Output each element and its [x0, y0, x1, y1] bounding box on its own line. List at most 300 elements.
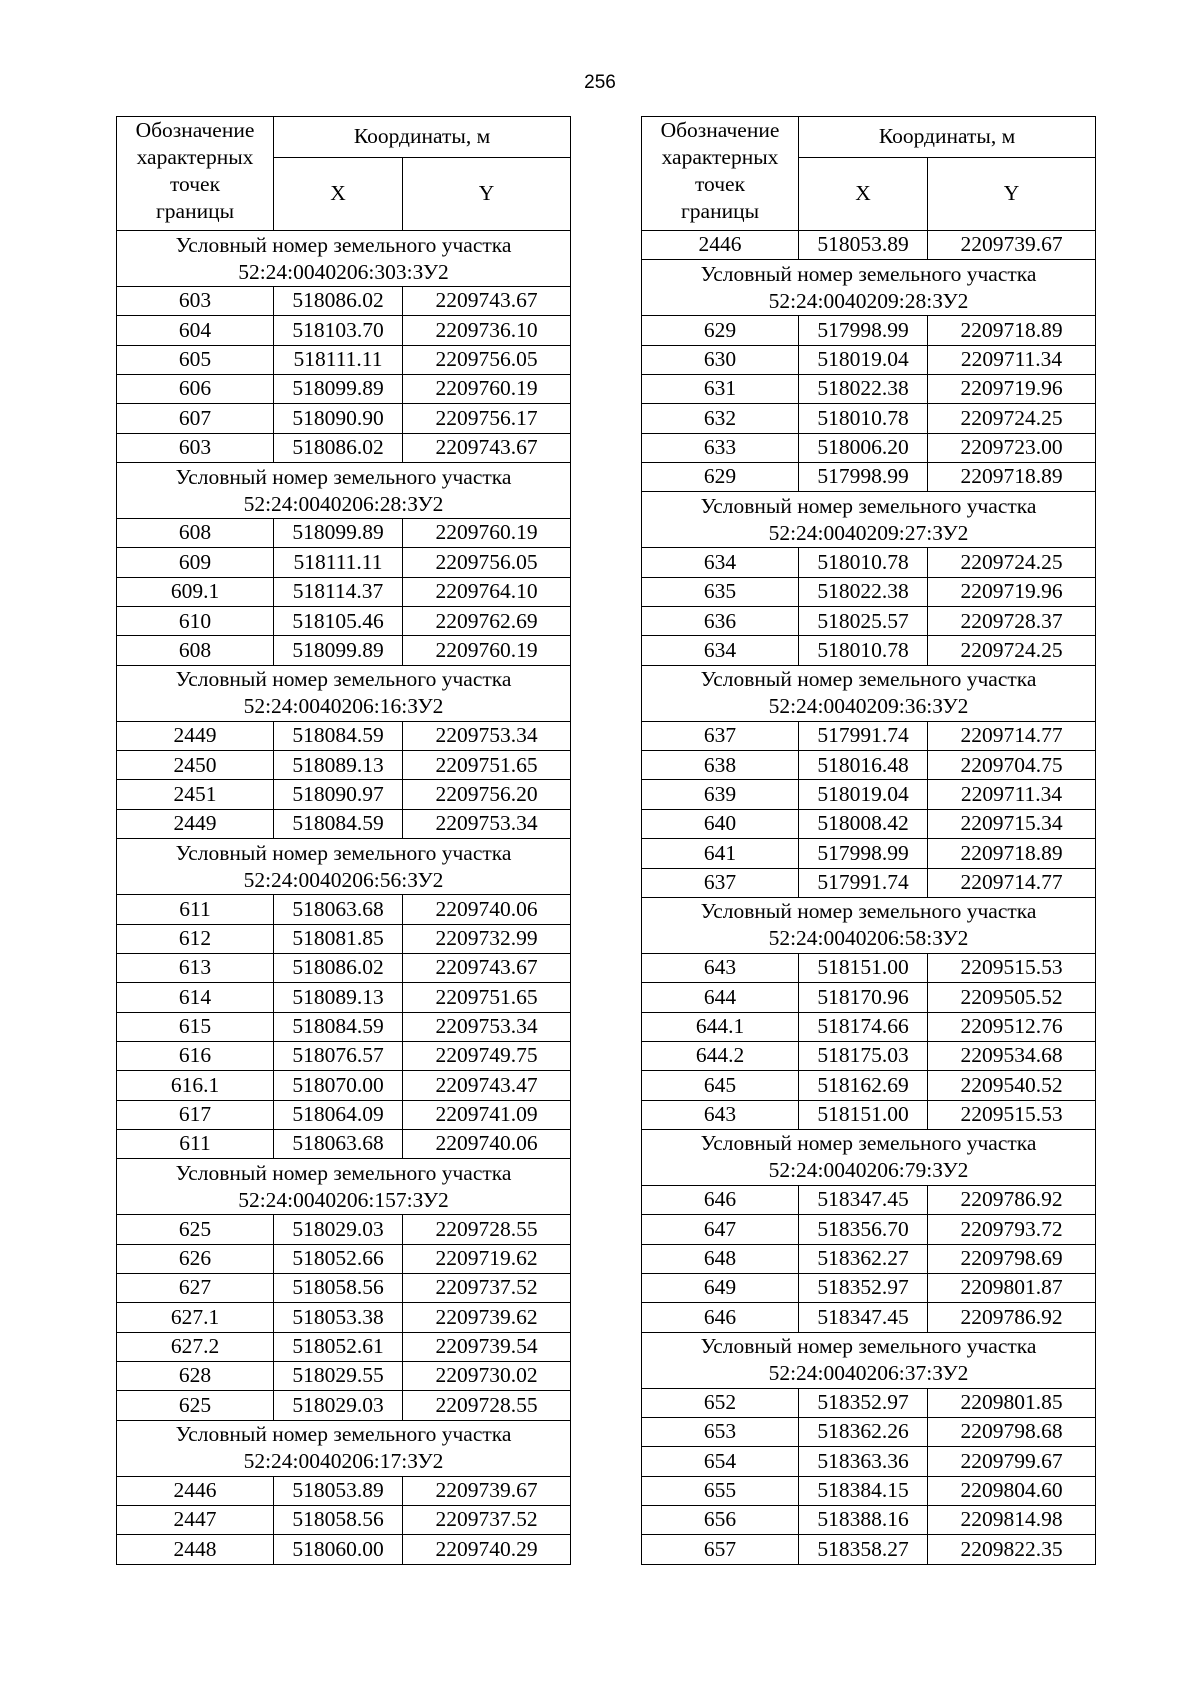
x-cell: 518022.38 [799, 577, 928, 606]
point-cell: 608 [117, 636, 274, 665]
x-header: X [274, 158, 403, 231]
point-cell: 656 [642, 1506, 799, 1535]
parcel-header-row [117, 1420, 571, 1476]
parcel-number: 52:24:0040206:16:ЗУ2 [243, 694, 444, 719]
y-cell: 2209786.92 [928, 1185, 1096, 1214]
table-row [117, 287, 571, 316]
y-cell: 2209756.20 [403, 780, 571, 809]
parcel-prefix: Условный номер земельного участка [175, 667, 512, 692]
y-cell: 2209719.62 [403, 1244, 571, 1273]
y-cell: 2209723.00 [928, 433, 1096, 462]
y-cell: 2209740.29 [403, 1535, 571, 1564]
y-cell: 2209749.75 [403, 1041, 571, 1070]
y-cell: 2209739.62 [403, 1303, 571, 1332]
point-cell: 628 [117, 1361, 274, 1390]
table-row [117, 1215, 571, 1244]
point-label-line: Обозначение [660, 118, 780, 142]
point-cell: 611 [117, 1129, 274, 1158]
x-cell: 518358.27 [799, 1535, 928, 1564]
table-row [117, 1129, 571, 1158]
y-cell: 2209714.77 [928, 721, 1096, 750]
x-cell: 518060.00 [274, 1535, 403, 1564]
table-row [117, 577, 571, 606]
table-row [642, 1012, 1096, 1041]
y-cell: 2209512.76 [928, 1012, 1096, 1041]
point-cell: 627 [117, 1273, 274, 1302]
x-cell: 518090.90 [274, 404, 403, 433]
table-row [117, 1071, 571, 1100]
table-row [642, 463, 1096, 492]
x-cell: 518084.59 [274, 721, 403, 750]
point-cell: 634 [642, 548, 799, 577]
y-cell: 2209751.65 [403, 983, 571, 1012]
point-cell: 636 [642, 607, 799, 636]
point-cell: 632 [642, 404, 799, 433]
point-cell: 649 [642, 1273, 799, 1302]
x-cell: 518052.66 [274, 1244, 403, 1273]
x-cell: 518114.37 [274, 577, 403, 606]
point-cell: 644.1 [642, 1012, 799, 1041]
y-cell: 2209711.34 [928, 345, 1096, 374]
coordinates-table-right [641, 116, 1096, 1565]
y-cell: 2209724.25 [928, 404, 1096, 433]
x-cell: 518008.42 [799, 809, 928, 838]
coordinates-table-left [116, 116, 571, 1565]
parcel-prefix: Условный номер земельного участка [700, 1334, 1037, 1359]
point-cell: 646 [642, 1185, 799, 1214]
y-cell: 2209799.67 [928, 1447, 1096, 1476]
table-row [117, 1303, 571, 1332]
x-cell: 518029.03 [274, 1391, 403, 1420]
x-cell: 518170.96 [799, 983, 928, 1012]
table-row [642, 1535, 1096, 1564]
point-cell: 608 [117, 519, 274, 548]
table-row [117, 1273, 571, 1302]
point-cell: 609.1 [117, 577, 274, 606]
table-row [642, 1273, 1096, 1302]
y-cell: 2209515.53 [928, 953, 1096, 982]
y-cell: 2209740.06 [403, 895, 571, 924]
y-cell: 2209801.85 [928, 1388, 1096, 1417]
point-cell: 629 [642, 463, 799, 492]
parcel-header-row [117, 231, 571, 287]
parcel-prefix: Условный номер земельного участка [700, 493, 1037, 518]
x-cell: 518174.66 [799, 1012, 928, 1041]
x-cell: 518352.97 [799, 1388, 928, 1417]
point-label-line: Обозначение [135, 118, 255, 142]
y-cell: 2209751.65 [403, 751, 571, 780]
point-cell: 644.2 [642, 1041, 799, 1070]
table-row [117, 924, 571, 953]
point-cell: 634 [642, 636, 799, 665]
x-cell: 518019.04 [799, 780, 928, 809]
table-row [117, 721, 571, 750]
table-row [642, 809, 1096, 838]
x-cell: 518076.57 [274, 1041, 403, 1070]
y-cell: 2209756.17 [403, 404, 571, 433]
y-cell: 2209715.34 [928, 809, 1096, 838]
y-cell: 2209798.69 [928, 1244, 1096, 1273]
table-row [642, 1388, 1096, 1417]
y-cell: 2209736.10 [403, 316, 571, 345]
header-row-top [117, 117, 571, 158]
parcel-number: 52:24:0040209:27:ЗУ2 [768, 520, 969, 545]
point-label-line: точек [694, 172, 746, 196]
x-cell: 518063.68 [274, 895, 403, 924]
point-cell: 612 [117, 924, 274, 953]
table-row [117, 1100, 571, 1129]
x-cell: 518006.20 [799, 433, 928, 462]
table-row [117, 1476, 571, 1505]
y-cell: 2209739.67 [403, 1476, 571, 1505]
parcel-number: 52:24:0040209:36:ЗУ2 [768, 694, 969, 719]
x-cell: 518089.13 [274, 983, 403, 1012]
y-cell: 2209711.34 [928, 780, 1096, 809]
table-row [642, 433, 1096, 462]
point-cell: 616.1 [117, 1071, 274, 1100]
parcel-header-row [117, 665, 571, 721]
y-cell: 2209739.67 [928, 231, 1096, 260]
x-cell: 518103.70 [274, 316, 403, 345]
y-cell: 2209704.75 [928, 751, 1096, 780]
table-row [642, 839, 1096, 868]
table-row [642, 404, 1096, 433]
parcel-header [642, 1332, 1096, 1388]
parcel-number: 52:24:0040206:56:ЗУ2 [243, 867, 444, 892]
y-cell: 2209718.89 [928, 316, 1096, 345]
table-row [117, 895, 571, 924]
parcel-number: 52:24:0040206:157:ЗУ2 [238, 1187, 449, 1212]
y-cell: 2209540.52 [928, 1071, 1096, 1100]
y-cell: 2209743.67 [403, 287, 571, 316]
parcel-header [117, 231, 571, 287]
point-label-header [642, 117, 799, 231]
x-cell: 518029.55 [274, 1361, 403, 1390]
parcel-number: 52:24:0040206:303:ЗУ2 [238, 259, 449, 284]
point-cell: 611 [117, 895, 274, 924]
x-cell: 517998.99 [799, 463, 928, 492]
table-row [642, 1447, 1096, 1476]
x-cell: 518084.59 [274, 809, 403, 838]
y-cell: 2209719.96 [928, 375, 1096, 404]
y-cell: 2209753.34 [403, 809, 571, 838]
y-cell: 2209756.05 [403, 345, 571, 374]
header-row-top [642, 117, 1096, 158]
page-number: 256 [584, 72, 616, 93]
table-row [642, 1476, 1096, 1505]
point-cell: 617 [117, 1100, 274, 1129]
point-cell: 2446 [642, 231, 799, 260]
point-cell: 631 [642, 375, 799, 404]
point-cell: 627.2 [117, 1332, 274, 1361]
parcel-header-row [117, 463, 571, 519]
table-row [642, 868, 1096, 897]
point-cell: 648 [642, 1244, 799, 1273]
table-row [117, 375, 571, 404]
point-cell: 603 [117, 287, 274, 316]
coords-header: Координаты, м [799, 117, 1096, 158]
point-cell: 654 [642, 1447, 799, 1476]
x-cell: 518090.97 [274, 780, 403, 809]
y-cell: 2209822.35 [928, 1535, 1096, 1564]
table-row [117, 953, 571, 982]
point-cell: 615 [117, 1012, 274, 1041]
y-header: Y [928, 158, 1096, 231]
parcel-number: 52:24:0040209:28:ЗУ2 [768, 288, 969, 313]
table-row [117, 548, 571, 577]
x-cell: 518363.36 [799, 1447, 928, 1476]
point-cell: 647 [642, 1215, 799, 1244]
y-cell: 2209764.10 [403, 577, 571, 606]
point-label-line: границы [680, 199, 760, 223]
parcel-prefix: Условный номер земельного участка [175, 1422, 512, 1447]
parcel-header [117, 665, 571, 721]
table-row [117, 780, 571, 809]
x-cell: 517998.99 [799, 839, 928, 868]
table-row [117, 433, 571, 462]
point-label-line: характерных [661, 145, 779, 169]
x-cell: 518025.57 [799, 607, 928, 636]
point-cell: 626 [117, 1244, 274, 1273]
point-cell: 606 [117, 375, 274, 404]
x-cell: 518362.26 [799, 1417, 928, 1446]
y-cell: 2209719.96 [928, 577, 1096, 606]
table-row [642, 607, 1096, 636]
x-cell: 518162.69 [799, 1071, 928, 1100]
x-cell: 518384.15 [799, 1476, 928, 1505]
parcel-prefix: Условный номер земельного участка [700, 261, 1037, 286]
point-cell: 607 [117, 404, 274, 433]
parcel-header [117, 839, 571, 895]
x-cell: 518111.11 [274, 548, 403, 577]
y-cell: 2209739.54 [403, 1332, 571, 1361]
point-cell: 640 [642, 809, 799, 838]
table-row [642, 953, 1096, 982]
y-cell: 2209753.34 [403, 1012, 571, 1041]
table-row [642, 983, 1096, 1012]
y-cell: 2209804.60 [928, 1476, 1096, 1505]
y-cell: 2209732.99 [403, 924, 571, 953]
table-row [642, 636, 1096, 665]
parcel-header-row [642, 665, 1096, 721]
x-cell: 517998.99 [799, 316, 928, 345]
table-row [117, 636, 571, 665]
point-cell: 613 [117, 953, 274, 982]
x-cell: 518010.78 [799, 548, 928, 577]
table-row [642, 780, 1096, 809]
table-row [642, 1303, 1096, 1332]
y-cell: 2209724.25 [928, 548, 1096, 577]
y-cell: 2209743.67 [403, 433, 571, 462]
table-row [642, 345, 1096, 374]
point-cell: 653 [642, 1417, 799, 1446]
x-cell: 518052.61 [274, 1332, 403, 1361]
x-cell: 518099.89 [274, 636, 403, 665]
table-row [642, 1041, 1096, 1070]
x-cell: 518081.85 [274, 924, 403, 953]
y-cell: 2209753.34 [403, 721, 571, 750]
point-cell: 609 [117, 548, 274, 577]
table-row [642, 721, 1096, 750]
point-label-line: точек [169, 172, 221, 196]
x-cell: 518362.27 [799, 1244, 928, 1273]
y-cell: 2209760.19 [403, 375, 571, 404]
x-cell: 518105.46 [274, 607, 403, 636]
y-cell: 2209728.55 [403, 1215, 571, 1244]
parcel-header-row [642, 260, 1096, 316]
x-cell: 518111.11 [274, 345, 403, 374]
x-cell: 518058.56 [274, 1506, 403, 1535]
point-cell: 605 [117, 345, 274, 374]
y-cell: 2209741.09 [403, 1100, 571, 1129]
parcel-header-row [642, 1332, 1096, 1388]
table-row [642, 548, 1096, 577]
parcel-header [642, 1129, 1096, 1185]
y-cell: 2209737.52 [403, 1506, 571, 1535]
parcel-header-row [642, 492, 1096, 548]
parcel-header [117, 463, 571, 519]
x-cell: 518099.89 [274, 519, 403, 548]
x-cell: 518022.38 [799, 375, 928, 404]
x-cell: 518086.02 [274, 953, 403, 982]
point-cell: 637 [642, 721, 799, 750]
x-cell: 518016.48 [799, 751, 928, 780]
parcel-number: 52:24:0040206:17:ЗУ2 [243, 1449, 444, 1474]
point-cell: 644 [642, 983, 799, 1012]
point-cell: 2448 [117, 1535, 274, 1564]
parcel-header [642, 492, 1096, 548]
table-row [642, 1185, 1096, 1214]
table-row [117, 519, 571, 548]
y-cell: 2209728.55 [403, 1391, 571, 1420]
point-cell: 635 [642, 577, 799, 606]
y-cell: 2209718.89 [928, 839, 1096, 868]
y-cell: 2209728.37 [928, 607, 1096, 636]
x-cell: 518010.78 [799, 636, 928, 665]
x-cell: 518070.00 [274, 1071, 403, 1100]
y-cell: 2209515.53 [928, 1100, 1096, 1129]
x-cell: 517991.74 [799, 868, 928, 897]
y-cell: 2209786.92 [928, 1303, 1096, 1332]
parcel-header [117, 1420, 571, 1476]
point-label-line: границы [155, 199, 235, 223]
point-cell: 2451 [117, 780, 274, 809]
point-cell: 627.1 [117, 1303, 274, 1332]
x-cell: 518388.16 [799, 1506, 928, 1535]
parcel-prefix: Условный номер земельного участка [175, 840, 512, 865]
y-cell: 2209801.87 [928, 1273, 1096, 1302]
point-cell: 652 [642, 1388, 799, 1417]
parcel-prefix: Условный номер земельного участка [700, 1131, 1037, 1156]
point-cell: 633 [642, 433, 799, 462]
y-cell: 2209793.72 [928, 1215, 1096, 1244]
table-row [642, 1215, 1096, 1244]
point-cell: 643 [642, 953, 799, 982]
table-row [117, 345, 571, 374]
table-row [642, 316, 1096, 345]
x-cell: 518063.68 [274, 1129, 403, 1158]
point-cell: 638 [642, 751, 799, 780]
point-cell: 625 [117, 1215, 274, 1244]
point-cell: 2446 [117, 1476, 274, 1505]
table-row [117, 1535, 571, 1564]
point-cell: 2447 [117, 1506, 274, 1535]
x-cell: 518064.09 [274, 1100, 403, 1129]
point-cell: 637 [642, 868, 799, 897]
table-row [117, 404, 571, 433]
point-cell: 629 [642, 316, 799, 345]
table-row [117, 1361, 571, 1390]
point-cell: 657 [642, 1535, 799, 1564]
parcel-number: 52:24:0040206:28:ЗУ2 [243, 491, 444, 516]
point-cell: 643 [642, 1100, 799, 1129]
table-row [117, 1332, 571, 1361]
point-cell: 639 [642, 780, 799, 809]
y-cell: 2209718.89 [928, 463, 1096, 492]
y-cell: 2209762.69 [403, 607, 571, 636]
point-label-line: характерных [136, 145, 254, 169]
table-row [642, 375, 1096, 404]
point-cell: 604 [117, 316, 274, 345]
y-header: Y [403, 158, 571, 231]
x-header: X [799, 158, 928, 231]
parcel-header [117, 1159, 571, 1215]
y-cell: 2209814.98 [928, 1506, 1096, 1535]
parcel-prefix: Условный номер земельного участка [175, 1160, 512, 1185]
coords-header: Координаты, м [274, 117, 571, 158]
table-row [117, 809, 571, 838]
parcel-number: 52:24:0040206:37:ЗУ2 [768, 1361, 969, 1386]
parcel-prefix: Условный номер земельного участка [175, 232, 512, 257]
table-row [117, 983, 571, 1012]
table-row [642, 1071, 1096, 1100]
parcel-header-row [117, 839, 571, 895]
x-cell: 518010.78 [799, 404, 928, 433]
y-cell: 2209756.05 [403, 548, 571, 577]
table-row [117, 607, 571, 636]
parcel-header [642, 897, 1096, 953]
table-row [117, 1506, 571, 1535]
x-cell: 518175.03 [799, 1041, 928, 1070]
table-row [642, 1244, 1096, 1273]
y-cell: 2209760.19 [403, 519, 571, 548]
x-cell: 518058.56 [274, 1273, 403, 1302]
table-row [117, 1041, 571, 1070]
parcel-number: 52:24:0040206:79:ЗУ2 [768, 1158, 969, 1183]
x-cell: 518151.00 [799, 953, 928, 982]
point-cell: 655 [642, 1476, 799, 1505]
parcel-header-row [642, 1129, 1096, 1185]
table-row [117, 1012, 571, 1041]
y-cell: 2209743.47 [403, 1071, 571, 1100]
table-row [642, 577, 1096, 606]
parcel-header-row [117, 1159, 571, 1215]
table-row [117, 1391, 571, 1420]
x-cell: 518053.89 [799, 231, 928, 260]
table-row [117, 1244, 571, 1273]
table-row [642, 1100, 1096, 1129]
x-cell: 518053.38 [274, 1303, 403, 1332]
x-cell: 518029.03 [274, 1215, 403, 1244]
point-cell: 614 [117, 983, 274, 1012]
table-row [117, 316, 571, 345]
point-cell: 646 [642, 1303, 799, 1332]
point-cell: 616 [117, 1041, 274, 1070]
y-cell: 2209743.67 [403, 953, 571, 982]
x-cell: 518347.45 [799, 1303, 928, 1332]
parcel-number: 52:24:0040206:58:ЗУ2 [768, 926, 969, 951]
point-cell: 2449 [117, 721, 274, 750]
